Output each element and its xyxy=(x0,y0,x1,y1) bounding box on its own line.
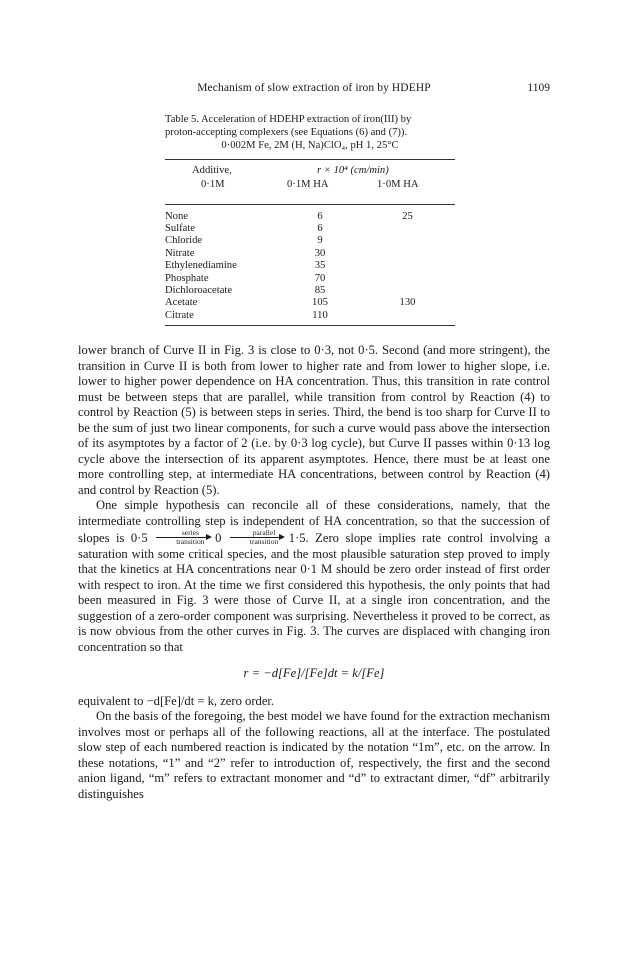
table-5 xyxy=(165,113,455,326)
caption-line: Table 5. Acceleration of HDEHP extraction of iron(III) by xyxy=(165,114,412,125)
table-row xyxy=(165,297,455,309)
table-row xyxy=(165,285,455,297)
page-number: 1109 xyxy=(527,82,550,94)
rate-01m-cell: 6 xyxy=(317,223,323,235)
table-header-rule xyxy=(165,204,455,205)
table-row xyxy=(165,248,455,260)
additive-cell: Phosphate xyxy=(165,272,209,284)
slope-zero: 0 xyxy=(215,531,222,545)
paragraph xyxy=(78,498,550,655)
additive-cell: Citrate xyxy=(165,309,194,321)
running-header xyxy=(78,82,550,100)
additive-cell: Ethylenediamine xyxy=(165,260,237,272)
rate-01m-cell: 105 xyxy=(312,297,328,309)
paragraph: On the basis of the foregoing, the best model we have found for the extraction mechanism involves most or perhaps all of the following reactions, all at the interface. The postulated slow step of each numbered reaction is indicated by the notation “1m”, etc. on the arrow. In these notations, “1” and “2” refer to introduction of, respectively, the first and the second anion ligand, “m” refers to extractant monomer and “d” to extractant dimer, “df” arbitrarily distinguishes xyxy=(78,709,550,801)
arrow-label-bottom: transition xyxy=(176,537,205,546)
paragraph-text: One simple hypothesis can reconcile all of these considerations, namely, that the intermediate controlling step is independent of HA concentration, so that the succession of slopes is 0·5 xyxy=(78,498,550,545)
additive-cell: Nitrate xyxy=(165,247,195,259)
arrow-label-top: parallel xyxy=(252,528,276,537)
table-row xyxy=(165,211,455,223)
parallel-transition-arrow-icon xyxy=(230,529,280,546)
table-bottom-rule xyxy=(165,325,455,326)
header-col-01m-ha: 0·1M HA xyxy=(287,178,329,190)
rate-01m-cell: 110 xyxy=(312,309,328,321)
table-row xyxy=(165,273,455,285)
table-body xyxy=(165,211,455,323)
rate-equation: r = −d[Fe]/[Fe]dt = k/[Fe] xyxy=(243,666,385,680)
arrow-label-top: series xyxy=(181,528,199,537)
rate-10m-cell: 130 xyxy=(399,297,416,309)
rate-10m-cell xyxy=(360,260,455,272)
rate-10m-cell: 25 xyxy=(402,210,413,222)
rate-01m-cell: 85 xyxy=(314,285,326,297)
rate-01m-cell: 30 xyxy=(314,247,326,259)
table-row xyxy=(165,223,455,235)
table-row xyxy=(165,235,455,247)
body-text xyxy=(78,343,550,802)
rate-01m-cell: 6 xyxy=(317,210,323,222)
rate-10m-cell xyxy=(360,310,455,322)
rate-10m-cell xyxy=(360,223,455,235)
paragraph-text: 1·5. Zero slope implies rate control involving a saturation with some critical species, and the most plausible saturation step proved to imply that the kinetics at HA concentrations near 0·1 M should be zero order instead of first order with respect to iron. At the time we first considered this hypothesis, the only points that had been measured in Fig. 3 were those of Curve II, at a single iron concentration, and the suggestion of a zero-order component was surprising. Nevertheless it proved to be correct, as is now obvious from the other curves in Fig. 3. The curves are displaced with changing iron concentration so that xyxy=(78,531,551,654)
header-col-10m-ha: 1·0M HA xyxy=(377,178,419,190)
additive-cell: Sulfate xyxy=(165,223,196,235)
rate-10m-cell xyxy=(360,285,455,297)
table-caption xyxy=(165,113,455,153)
rate-10m-cell xyxy=(360,273,455,285)
additive-cell: None xyxy=(165,210,188,222)
additive-cell: Acetate xyxy=(165,297,198,309)
rate-01m-cell: 9 xyxy=(317,235,323,247)
rate-10m-cell xyxy=(360,248,455,260)
table-row xyxy=(165,260,455,272)
additive-cell: Dichloroacetate xyxy=(165,285,233,297)
table-header xyxy=(165,160,455,200)
paragraph: lower branch of Curve II in Fig. 3 is close to 0·3, not 0·5. Second (and more stringent), the transition in Curve II is both from lower to higher rate and from lower to higher slope, i.e. lower to higher power dependence on HA concentration. Thus, this transition in rate control must be between steps that are parallel, while transition from control by Reaction (4) to control by Reaction (5) is between steps in series. Third, the bend is too sharp for Curve II to be the sum of just two linear components, for such a curve would pass above the intersection of its asymptotes by a factor of 2 (i.e. by 0·3 log cycle), but Curve II passes within 0·13 log cycle above the intersection of its apparent asymptotes. Hence, there must be at least one more controlling step, at intermediate HA concentrations, between control by Reaction (4) and control by Reaction (5). xyxy=(78,343,550,497)
series-transition-arrow-icon xyxy=(156,529,206,546)
rate-01m-cell: 70 xyxy=(314,272,326,284)
caption-line: proton-accepting complexers (see Equations (6) and (7)). xyxy=(165,127,408,139)
paragraph: equivalent to −d[Fe]/dt = k, zero order. xyxy=(78,693,275,708)
caption-line: 0·002M Fe, 2M (H, Na)ClO₄, pH 1, 25°C xyxy=(221,140,399,152)
additive-cell: Chloride xyxy=(165,235,203,247)
header-rate: r × 10⁴ (cm/min) xyxy=(317,164,389,176)
running-title: Mechanism of slow extraction of iron by HDEHP xyxy=(197,82,431,94)
arrow-label-bottom: transition xyxy=(249,537,279,546)
rate-01m-cell: 35 xyxy=(314,260,326,272)
rate-10m-cell xyxy=(360,235,455,247)
header-additive: Additive, xyxy=(192,164,232,176)
header-additive-conc: 0·1M xyxy=(201,178,225,190)
table-row xyxy=(165,310,455,322)
